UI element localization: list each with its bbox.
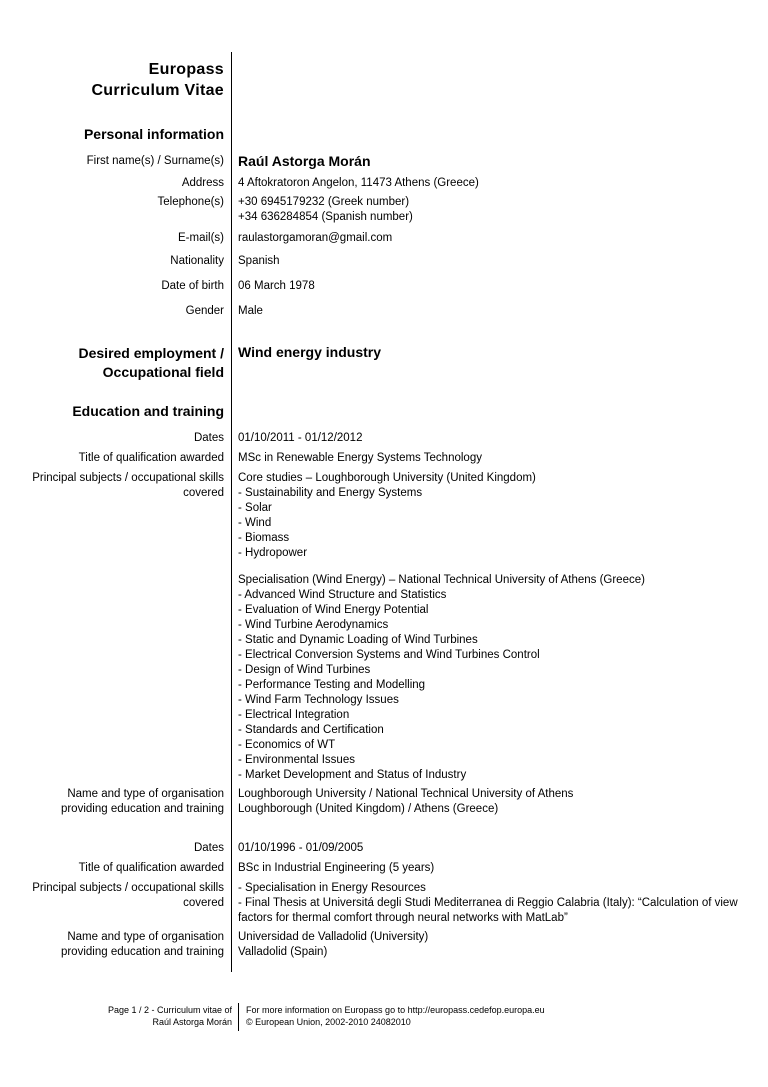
value-organisation-2	[238, 930, 428, 960]
list-item: - Hydropower	[238, 547, 308, 559]
label-gender: Gender	[185, 305, 224, 317]
desired-heading-line: Desired employment /	[78, 345, 224, 361]
label-organisation	[61, 930, 224, 960]
label-qualification: Title of qualification awarded	[78, 862, 224, 874]
telephone-line: +30 6945179232 (Greek number)	[238, 196, 410, 208]
list-item: - Biomass	[238, 532, 290, 544]
list-item: - Specialisation in Energy Resources	[238, 882, 426, 894]
footer-page-line: Page 1 / 2 - Curriculum vitae of	[107, 1005, 232, 1015]
list-item: - Sustainability and Energy Systems	[238, 487, 423, 499]
value-nationality: Spanish	[238, 255, 280, 267]
value-address: 4 Aftokratoron Angelon, 11473 Athens (Greece)	[238, 177, 479, 189]
list-item: - Economics of WT	[238, 739, 336, 751]
footer-divider	[238, 1003, 239, 1031]
value-subjects-2	[238, 881, 738, 926]
value-gender: Male	[238, 305, 263, 317]
footer-info	[246, 1004, 545, 1028]
value-name: Raúl Astorga Morán	[238, 153, 371, 169]
label-nationality: Nationality	[170, 255, 224, 267]
label-address: Address	[181, 177, 224, 189]
list-item: - Market Development and Status of Industry	[238, 769, 467, 781]
label-organisation	[61, 787, 224, 817]
list-item: - Environmental Issues	[238, 754, 355, 766]
list-item: - Evaluation of Wind Energy Potential	[238, 604, 429, 616]
label-qualification: Title of qualification awarded	[78, 452, 224, 464]
value-telephone	[238, 195, 413, 225]
label-subjects-line: covered	[183, 897, 224, 909]
label-organisation-line: providing education and training	[60, 803, 224, 815]
label-subjects	[32, 881, 224, 911]
label-subjects-line: covered	[183, 487, 224, 499]
telephone-line: +34 636284854 (Spanish number)	[238, 211, 413, 223]
label-name: First name(s) / Surname(s)	[86, 155, 224, 167]
label-dates: Dates	[193, 432, 224, 444]
list-item: - Wind	[238, 517, 272, 529]
list-item: factors for thermal comfort through neural networks with MatLab”	[238, 912, 568, 924]
label-email: E-mail(s)	[178, 232, 224, 244]
value-organisation-1	[238, 787, 573, 817]
column-divider	[231, 52, 232, 972]
value-specialisation-1	[238, 573, 645, 783]
desired-heading-line: Occupational field	[102, 364, 224, 380]
list-item: - Standards and Certification	[238, 724, 384, 736]
value-subjects-1	[238, 471, 536, 561]
cv-title-cv: Curriculum Vitae	[91, 82, 224, 99]
value-qualification-2: BSc in Industrial Engineering (5 years)	[238, 862, 435, 874]
list-item: - Wind Turbine Aerodynamics	[238, 619, 389, 631]
label-dates: Dates	[193, 842, 224, 854]
list-item: - Electrical Conversion Systems and Wind Turbines Control	[238, 649, 540, 661]
label-subjects	[32, 471, 224, 501]
list-item: - Wind Farm Technology Issues	[238, 694, 399, 706]
footer-page-info	[108, 1004, 232, 1028]
organisation-line: Loughborough (United Kingdom) / Athens (Greece)	[238, 803, 499, 815]
section-heading-personal: Personal information	[83, 126, 224, 142]
footer-info-line: For more information on Europass go to http://europass.cedefop.europa.eu	[246, 1005, 545, 1015]
label-dob: Date of birth	[161, 280, 224, 292]
label-organisation-line: providing education and training	[60, 946, 224, 958]
list-item: - Advanced Wind Structure and Statistics	[238, 589, 447, 601]
label-organisation-line: Name and type of organisation	[67, 931, 224, 943]
value-email: raulastorgamoran@gmail.com	[238, 232, 393, 244]
cv-title-europass: Europass	[148, 61, 224, 78]
value-dates-2: 01/10/1996 - 01/09/2005	[238, 842, 364, 854]
list-item: - Design of Wind Turbines	[238, 664, 371, 676]
list-item: - Solar	[238, 502, 272, 514]
list-item: - Performance Testing and Modelling	[238, 679, 426, 691]
list-item: Core studies – Loughborough University (United Kingdom)	[238, 472, 536, 484]
list-item: - Static and Dynamic Loading of Wind Turbines	[238, 634, 478, 646]
value-desired-employment: Wind energy industry	[238, 344, 382, 360]
list-item: - Final Thesis at Universitá degli Studi Mediterranea di Reggio Calabria (Italy): “Calculation of view	[238, 897, 738, 909]
value-dob: 06 March 1978	[238, 280, 315, 292]
value-qualification-1: MSc in Renewable Energy Systems Technology	[238, 452, 482, 464]
label-subjects-line: Principal subjects / occupational skills	[32, 882, 224, 894]
organisation-line: Loughborough University / National Technical University of Athens	[238, 788, 574, 800]
list-item: - Electrical Integration	[238, 709, 350, 721]
list-item: Specialisation (Wind Energy) – National Technical University of Athens (Greece)	[238, 574, 645, 586]
organisation-line: Valladolid (Spain)	[238, 946, 328, 958]
value-dates-1: 01/10/2011 - 01/12/2012	[238, 432, 363, 444]
label-telephone: Telephone(s)	[157, 196, 224, 208]
label-subjects-line: Principal subjects / occupational skills	[32, 472, 224, 484]
section-heading-education: Education and training	[72, 403, 224, 419]
organisation-line: Universidad de Valladolid (University)	[238, 931, 429, 943]
label-organisation-line: Name and type of organisation	[67, 788, 224, 800]
footer-info-line: © European Union, 2002-2010 24082010	[246, 1017, 411, 1027]
footer-page-line: Raúl Astorga Morán	[152, 1017, 232, 1027]
section-heading-desired-employment	[79, 344, 225, 382]
